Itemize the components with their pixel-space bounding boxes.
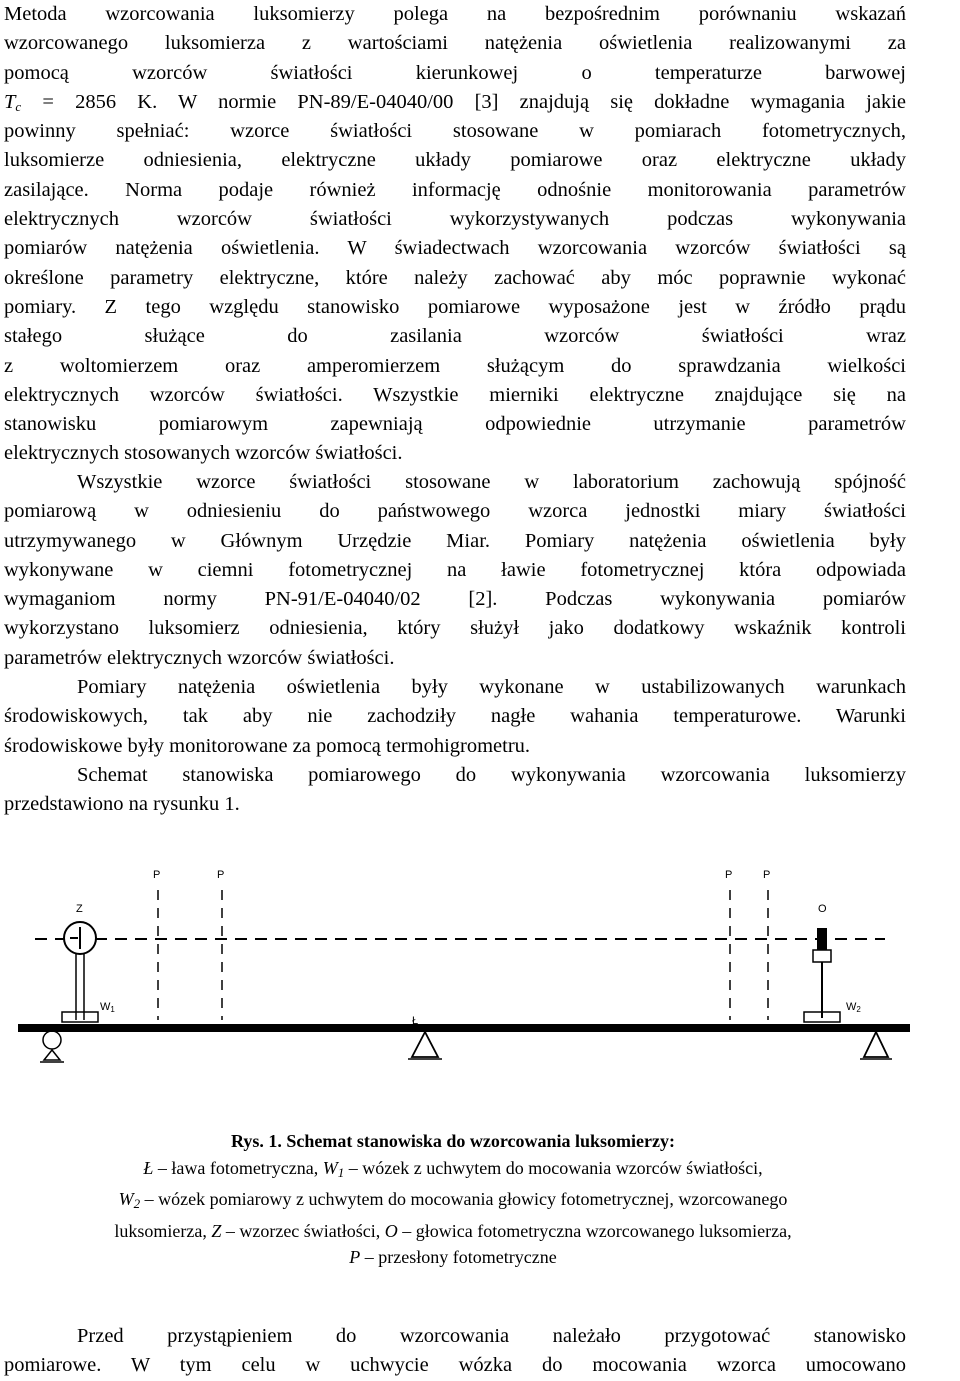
text-line: luksomierze odniesienia, elektryczne układy pomiarowe oraz elektryczne układy bbox=[4, 149, 906, 172]
lamp-label: Z bbox=[76, 903, 83, 915]
caption-text: – głowica fotometryczna wzorcowanego luksomierza, bbox=[397, 1220, 792, 1241]
caption-text: – ława fotometryczna, bbox=[153, 1157, 323, 1178]
text-line: stanowisku pomiarowym zapewniają odpowiednie utrzymanie parametrów bbox=[4, 413, 906, 436]
text-line: zasilające. Norma podaje również informację odnośnie monitorowania parametrów bbox=[4, 178, 906, 201]
bench-support-middle bbox=[412, 1032, 438, 1057]
text-line: środowiskowych, tak aby nie zachodziły nagłe wahania temperaturowe. Warunki bbox=[4, 705, 906, 728]
text-line: pomiarów natężenia oświetlenia. W świadectwach wzorcowania wzorców światłości są bbox=[4, 237, 906, 260]
text-line: określone parametry elektryczne, które należy zachować aby móc poprawnie wykonać bbox=[4, 266, 906, 289]
head-label: O bbox=[818, 903, 827, 915]
figure-caption bbox=[0, 1128, 906, 1271]
caption-symbol: P bbox=[349, 1247, 361, 1267]
bench-support-left-pivot bbox=[43, 1031, 61, 1049]
text-line-rest: = 2856 K. W normie PN-89/E-04040/00 [3] znajdują się dokładne wymagania jakie bbox=[42, 90, 906, 113]
text-line: wykonywane w ciemni fotometrycznej na ławie fotometrycznej która odpowiada bbox=[4, 558, 906, 581]
text-line: Przed przystąpieniem do wzorcowania należało przygotować stanowisko bbox=[77, 1325, 906, 1347]
paragraph-3 bbox=[4, 673, 906, 761]
text-line-with-symbol bbox=[4, 88, 906, 117]
screen-label-3: P bbox=[725, 869, 733, 881]
bench-label: Ł bbox=[412, 1015, 419, 1027]
text-line: pomiarowe. W tym celu w uchwycie wózka do mocowania wzorca umocowano bbox=[4, 1354, 906, 1377]
text-line: przedstawiono na rysunku 1. bbox=[4, 793, 240, 816]
caption-title: Rys. 1. Schemat stanowiska do wzorcowania luksomierzy: bbox=[230, 1131, 676, 1151]
caption-text: – przesłony fotometryczne bbox=[360, 1247, 557, 1267]
caption-subscript: 1 bbox=[337, 1164, 345, 1180]
carriage-w1-label: W1 bbox=[100, 1001, 115, 1014]
text-line: wymaganiom normy PN-91/E-04040/02 [2]. Podczas wykonywania pomiarów bbox=[4, 588, 906, 611]
caption-text: – wzorzec światłości, bbox=[221, 1220, 385, 1241]
text-line: pomiarową w odniesieniu do państwowego wzorca jednostki miary światłości bbox=[4, 500, 906, 523]
text-line: Schemat stanowiska pomiarowego do wykonywania wzorcowania luksomierzy bbox=[77, 764, 906, 786]
bench-support-left bbox=[44, 1050, 60, 1060]
text-line: parametrów elektrycznych wzorców światłości. bbox=[4, 646, 395, 669]
caption-line-4 bbox=[0, 1244, 906, 1271]
text-line: Wszystkie wzorce światłości stosowane w laboratorium zachowują spójność bbox=[77, 471, 906, 493]
caption-text: – wózek z uchwytem do mocowania wzorców światłości, bbox=[344, 1157, 763, 1178]
caption-symbol: W bbox=[118, 1189, 134, 1209]
text-line: pomiary. Z tego względu stanowisko pomiarowe wyposażone jest w źródło prądu bbox=[4, 295, 906, 318]
caption-symbol: O bbox=[384, 1220, 398, 1241]
text-line: elektrycznych wzorców światłości. Wszystkie mierniki elektryczne znajdujące się na bbox=[4, 383, 906, 406]
paragraph-4 bbox=[4, 761, 906, 820]
tc-symbol: T bbox=[4, 90, 16, 113]
text-line: stałego służące do zasilania wzorców światłości wraz bbox=[4, 325, 906, 348]
bench-support-right bbox=[864, 1032, 888, 1057]
text-line: z woltomierzem oraz amperomierzem służącym do sprawdzania wielkości bbox=[4, 354, 906, 377]
caption-text: – wózek pomiarowy z uchwytem do mocowania głowicy fotometrycznej, wzorcowanego bbox=[140, 1189, 788, 1209]
caption-subscript: 2 bbox=[133, 1196, 141, 1211]
caption-text: luksomierza, bbox=[114, 1220, 212, 1241]
tc-subscript: c bbox=[15, 98, 22, 114]
paragraph-5 bbox=[4, 1322, 906, 1381]
caption-symbol: W bbox=[322, 1157, 338, 1178]
text-line: elektrycznych wzorców światłości wykorzystywanych podczas wykonywania bbox=[4, 208, 906, 231]
text-line: Pomiary natężenia oświetlenia były wykonane w ustabilizowanych warunkach bbox=[77, 676, 906, 698]
caption-line-1 bbox=[0, 1155, 906, 1187]
text-line: powinny spełniać: wzorce światłości stosowane w pomiarach fotometrycznych, bbox=[4, 120, 906, 143]
screen-label-2: P bbox=[217, 869, 225, 881]
paragraph-2 bbox=[4, 468, 906, 673]
bench-schematic-figure bbox=[0, 850, 960, 1120]
text-line: pomocą wzorców światłości kierunkowej o temperaturze barwowej bbox=[4, 61, 906, 84]
photometric-head bbox=[817, 928, 827, 950]
photometric-bench-rail bbox=[18, 1024, 910, 1032]
caption-symbol: Ł bbox=[143, 1157, 154, 1178]
photometric-head-mount bbox=[813, 950, 831, 962]
text-line: wzorcowanego luksomierza z wartościami natężenia oświetlenia realizowanymi za bbox=[4, 32, 906, 55]
carriage-w2-label: W2 bbox=[846, 1001, 861, 1014]
screen-label-1: P bbox=[153, 869, 161, 881]
caption-line-3 bbox=[0, 1218, 906, 1245]
carriage-w1 bbox=[62, 1012, 98, 1022]
text-line: środowiskowe były monitorowane za pomocą termohigrometru. bbox=[4, 734, 531, 757]
screen-label-4: P bbox=[763, 869, 771, 881]
text-line: utrzymywanego w Głównym Urzędzie Miar. Pomiary natężenia oświetlenia były bbox=[4, 529, 906, 552]
text-line: elektrycznych stosowanych wzorców światłości. bbox=[4, 442, 403, 465]
paragraph-1 bbox=[4, 0, 906, 469]
caption-symbol: Z bbox=[211, 1220, 222, 1241]
text-line: Metoda wzorcowania luksomierzy polega na bezpośrednim porównaniu wskazań bbox=[4, 3, 906, 25]
caption-line-2 bbox=[0, 1186, 906, 1218]
text-line: wykorzystano luksomierz odniesienia, który służył jako dodatkowy wskaźnik kontroli bbox=[4, 617, 906, 640]
